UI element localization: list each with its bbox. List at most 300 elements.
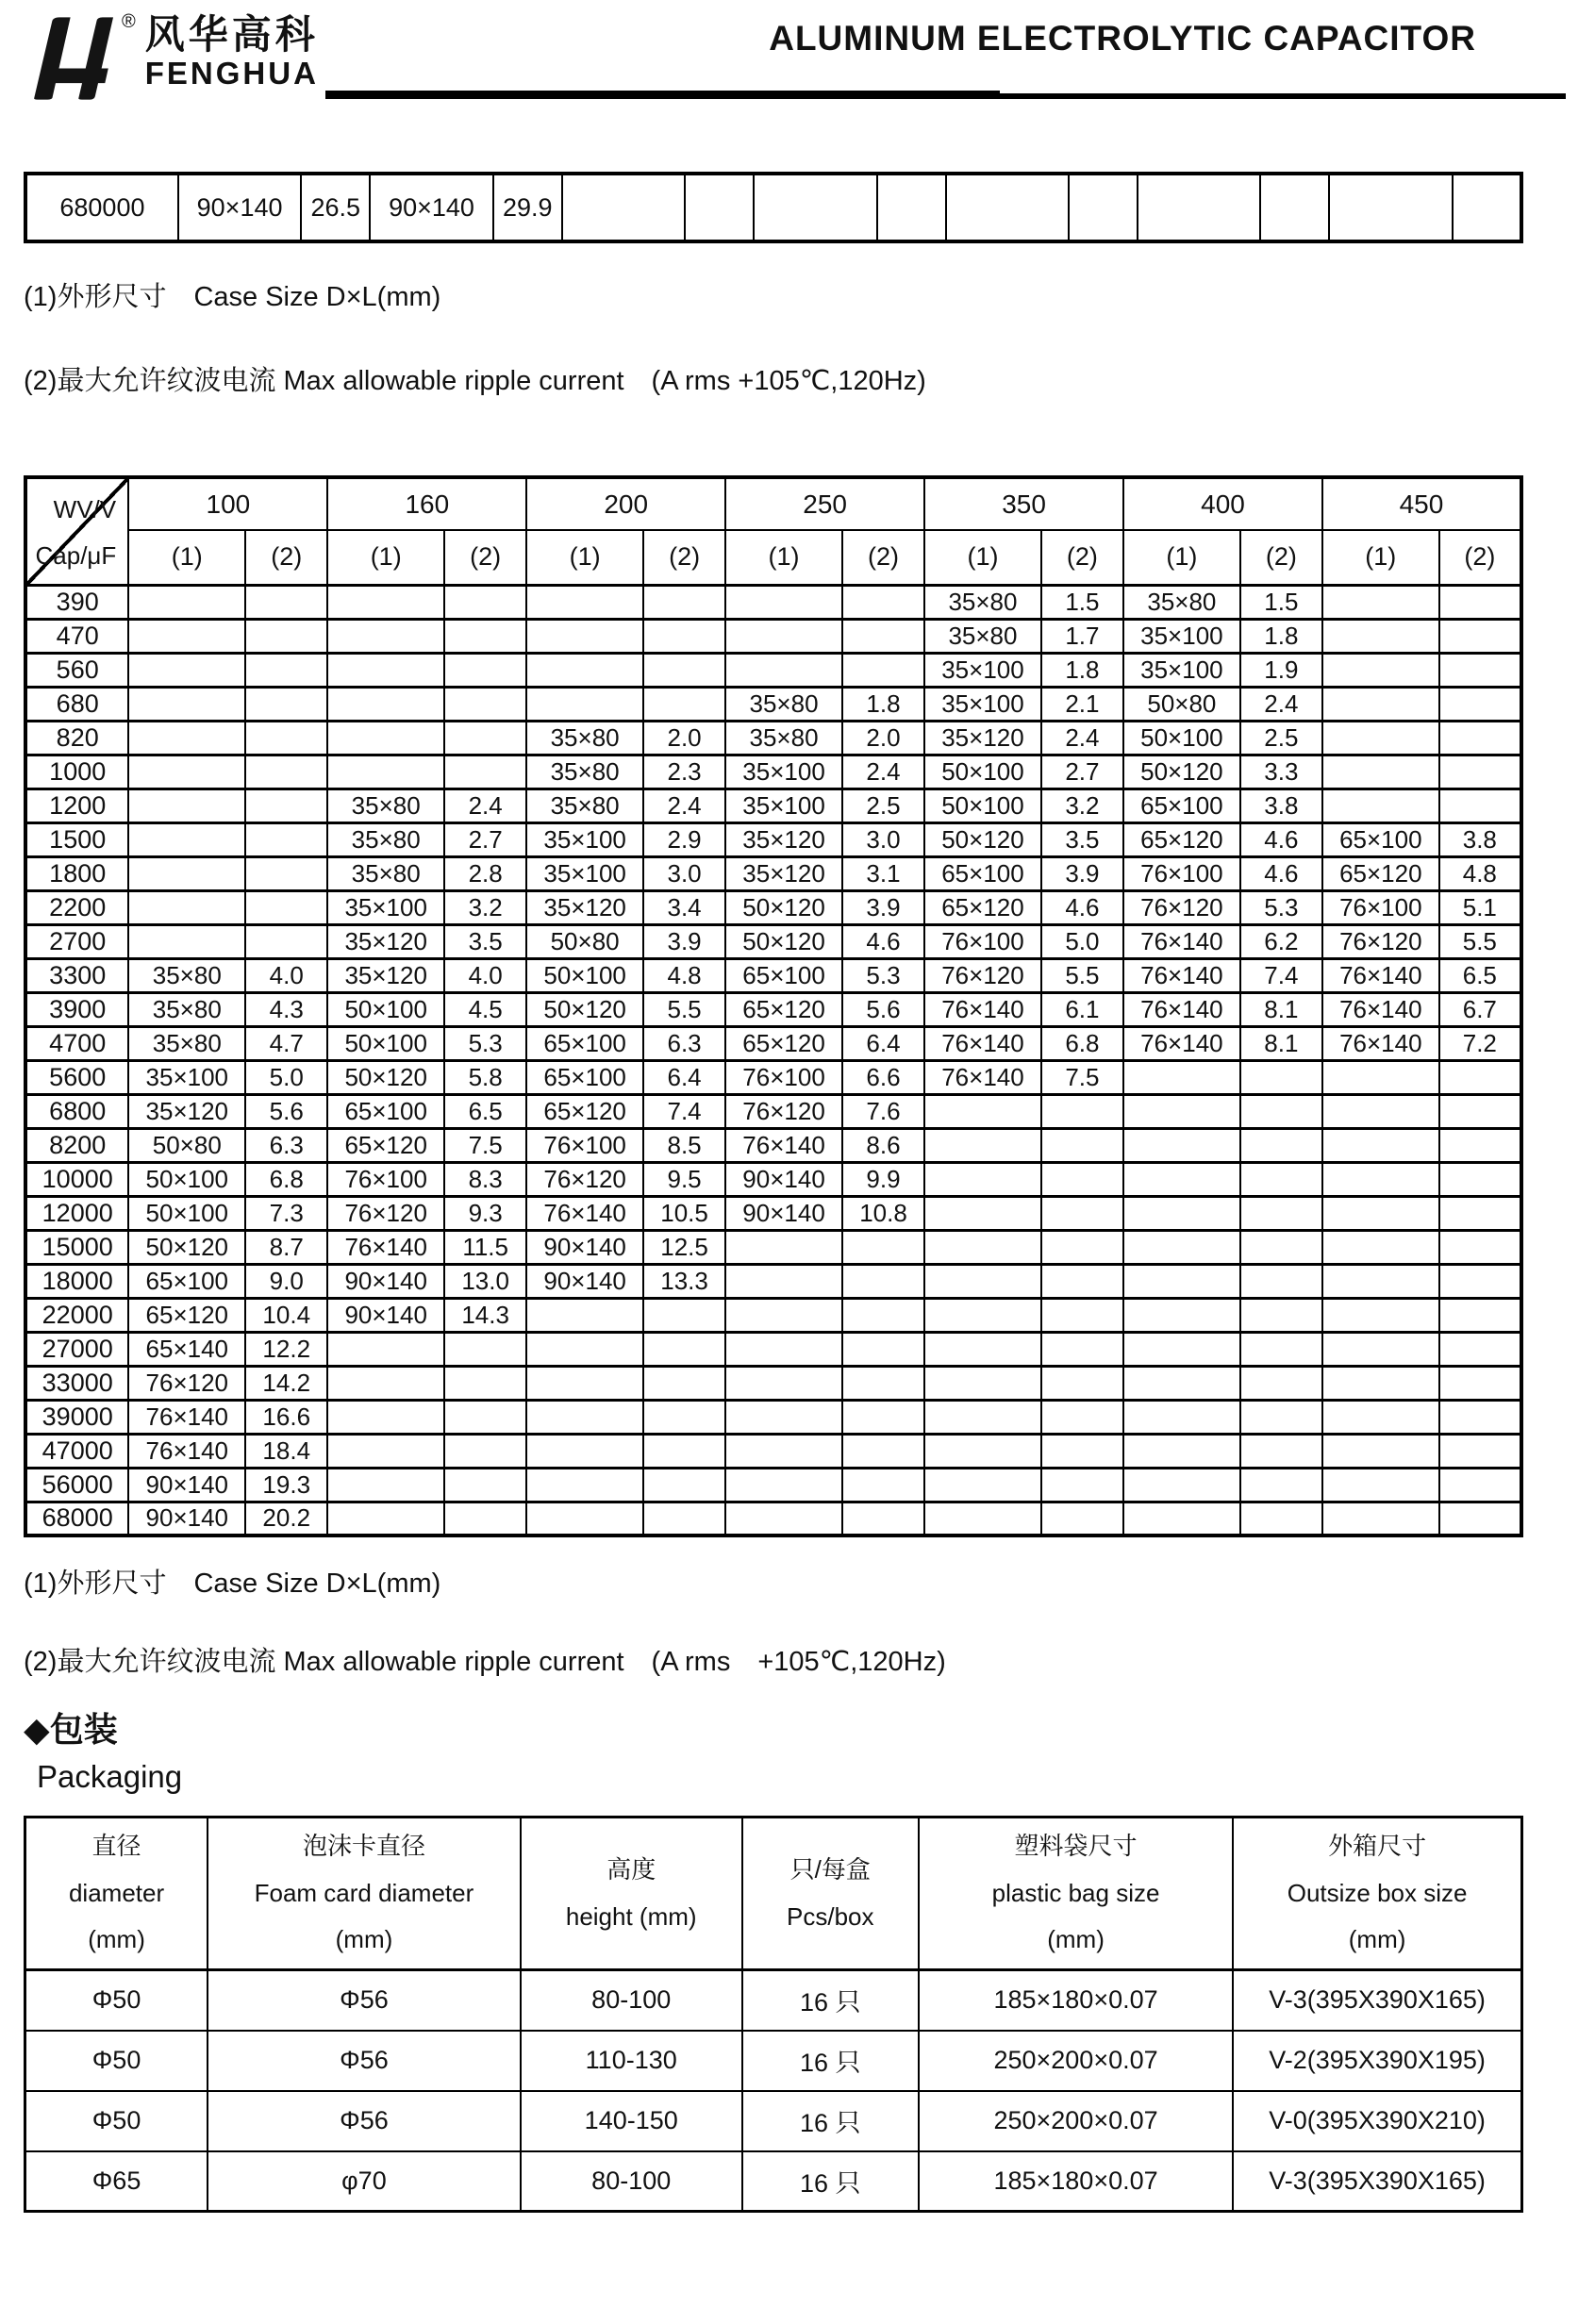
ripple-current-cell: 2.4: [643, 788, 725, 822]
ripple-current-cell: 3.4: [643, 890, 725, 924]
ripple-current-cell: 3.3: [1240, 755, 1322, 788]
ripple-current-cell: [1240, 1162, 1322, 1196]
ripple-current-cell: 5.5: [1041, 958, 1123, 992]
table-row: [25, 1468, 1521, 1502]
packaging-cell: 185×180×0.07: [919, 1970, 1233, 2031]
ripple-current-cell: [1041, 1502, 1123, 1536]
ripple-current-cell: [1240, 1468, 1322, 1502]
case-size-cell: 76×100: [1123, 856, 1240, 890]
case-size-cell: 35×100: [725, 755, 842, 788]
ripple-current-cell: [1240, 1332, 1322, 1366]
case-size-cell: 35×100: [924, 653, 1041, 687]
packaging-column-header: [208, 1818, 521, 1970]
case-size-cell: [1123, 1162, 1240, 1196]
case-size-cell: [1322, 619, 1439, 653]
brand-name-zh: 风华高科: [144, 12, 319, 57]
case-size-cell: [924, 1264, 1041, 1298]
case-size-cell: 35×80: [924, 619, 1041, 653]
case-size-cell: 35×80: [327, 788, 444, 822]
brand-name-en: FENGHUA: [144, 56, 319, 91]
ripple-current-cell: 9.3: [444, 1196, 526, 1230]
table-row: [25, 1128, 1521, 1162]
ripple-current-cell: [1439, 1230, 1521, 1264]
ripple-current-cell: 4.8: [1439, 856, 1521, 890]
table-row: [25, 721, 1521, 755]
packaging-cell: 250×200×0.07: [919, 2091, 1233, 2151]
ripple-current-cell: 4.3: [245, 992, 327, 1026]
case-size-cell: [924, 1434, 1041, 1468]
table-row: [25, 992, 1521, 1026]
ripple-current-cell: [643, 585, 725, 619]
table-row: [25, 1196, 1521, 1230]
case-size-cell: 50×80: [128, 1128, 245, 1162]
case-size-cell: [924, 1502, 1041, 1536]
case-size-cell: [327, 1434, 444, 1468]
ripple-current-cell: 8.7: [245, 1230, 327, 1264]
case-size-cell: 76×140: [526, 1196, 643, 1230]
ripple-current-cell: [245, 856, 327, 890]
voltage-group-header: 450: [1322, 477, 1521, 530]
ripple-current-cell: 8.1: [1240, 1026, 1322, 1060]
capacitance-cell: 2700: [25, 924, 128, 958]
case-size-cell: [725, 653, 842, 687]
packaging-cell: 110-130: [521, 2031, 742, 2091]
case-size-cell: 50×120: [526, 992, 643, 1026]
case-size-cell: [1123, 1196, 1240, 1230]
case-size-cell: [1123, 1128, 1240, 1162]
ripple-current-cell: 6.8: [245, 1162, 327, 1196]
case-size-cell: [924, 1400, 1041, 1434]
table-row: [25, 2151, 1522, 2212]
ripple-current-cell: [1240, 1230, 1322, 1264]
ripple-current-cell: 12.2: [245, 1332, 327, 1366]
ripple-current-cell: [1439, 585, 1521, 619]
ripple-current-cell: 6.7: [1439, 992, 1521, 1026]
note-ripple-current: (2)最大允许纹波电流 Max allowable ripple current (A rms +105℃,120Hz): [24, 366, 926, 396]
case-size-cell: 35×80: [128, 992, 245, 1026]
case-size-cell: 76×120: [526, 1162, 643, 1196]
ripple-current-cell: [643, 687, 725, 721]
case-size-cell: 76×140: [327, 1230, 444, 1264]
case-size-cell: [526, 619, 643, 653]
case-size-cell: 50×120: [1123, 755, 1240, 788]
case-size-cell: 76×120: [924, 958, 1041, 992]
case-size-cell: 50×100: [526, 958, 643, 992]
table-row: [25, 1332, 1521, 1366]
case-size-cell: [327, 1468, 444, 1502]
case-size-cell: [1123, 1400, 1240, 1434]
ripple-current-cell: 3.9: [1041, 856, 1123, 890]
case-size-cell: [526, 1332, 643, 1366]
ripple-current-cell: 5.6: [245, 1094, 327, 1128]
case-size-cell: 90×140: [327, 1298, 444, 1332]
capacitance-cell: 47000: [25, 1434, 128, 1468]
case-size-cell: [1322, 1400, 1439, 1434]
ripple-current-cell: 3.1: [842, 856, 924, 890]
packaging-section-title-zh: [24, 1703, 1523, 1751]
ripple-current-cell: [1041, 1264, 1123, 1298]
ripple-subheader: (2): [1439, 530, 1521, 585]
case-size-cell: 65×140: [128, 1332, 245, 1366]
ripple-current-cell: [842, 1468, 924, 1502]
ripple-current-cell: [1041, 1332, 1123, 1366]
table-row: [25, 1366, 1521, 1400]
table-row: [25, 1060, 1521, 1094]
ripple-current-cell: 6.8: [1041, 1026, 1123, 1060]
ripple-current-cell: [1439, 1400, 1521, 1434]
ripple-current-cell: [245, 788, 327, 822]
ripple-current-cell: 8.3: [444, 1162, 526, 1196]
table-row: [25, 687, 1521, 721]
case-size-cell: 50×120: [725, 924, 842, 958]
case-size-cell: [1322, 1230, 1439, 1264]
case-size-cell: [725, 1298, 842, 1332]
case-size-cell: [1322, 755, 1439, 788]
ripple-current-cell: [1240, 1060, 1322, 1094]
ripple-current-cell: [842, 1230, 924, 1264]
case-size-cell: [1123, 1264, 1240, 1298]
ripple-current-cell: [1439, 1366, 1521, 1400]
case-size-cell: [1123, 1094, 1240, 1128]
ripple-current-cell: 13.0: [444, 1264, 526, 1298]
case-size-cell: [1322, 1468, 1439, 1502]
table-row: [25, 174, 1521, 241]
case-size-cell: [924, 1094, 1041, 1128]
table-row: [25, 1400, 1521, 1434]
case-size-cell: [562, 174, 685, 241]
ripple-subheader: (2): [245, 530, 327, 585]
ripple-current-cell: [685, 174, 754, 241]
packaging-column-header: [25, 1818, 208, 1970]
ripple-current-cell: [1439, 1060, 1521, 1094]
ripple-current-cell: 10.4: [245, 1298, 327, 1332]
header-label-zh: 高度: [606, 1855, 656, 1884]
ripple-current-cell: [643, 1434, 725, 1468]
header-rule: [432, 93, 1566, 99]
ripple-current-cell: 4.6: [1041, 890, 1123, 924]
case-size-cell: 35×100: [526, 822, 643, 856]
capacitance-cell: 22000: [25, 1298, 128, 1332]
voltage-group-header: 400: [1123, 477, 1322, 530]
case-size-cell: 90×140: [128, 1468, 245, 1502]
ripple-current-cell: 18.4: [245, 1434, 327, 1468]
ripple-current-cell: [1453, 174, 1521, 241]
ripple-current-cell: 3.0: [842, 822, 924, 856]
header-label-zh: 塑料袋尺寸: [1014, 1832, 1138, 1861]
ripple-current-cell: [1240, 1298, 1322, 1332]
table-row: [25, 822, 1521, 856]
ripple-current-cell: 5.6: [842, 992, 924, 1026]
case-size-cell: [327, 585, 444, 619]
ripple-current-cell: [1439, 788, 1521, 822]
case-size-cell: 76×120: [1322, 924, 1439, 958]
ripple-current-cell: 9.5: [643, 1162, 725, 1196]
ripple-current-cell: [1240, 1502, 1322, 1536]
ripple-current-cell: [1041, 1298, 1123, 1332]
case-size-cell: 65×120: [1123, 822, 1240, 856]
table-row: [25, 1970, 1522, 2031]
case-size-cell: [924, 1332, 1041, 1366]
case-size-cell: [1123, 1298, 1240, 1332]
ripple-current-cell: [245, 924, 327, 958]
table-row: [25, 856, 1521, 890]
case-size-cell: [526, 1400, 643, 1434]
ripple-current-cell: [1439, 1196, 1521, 1230]
case-size-cell: [526, 1298, 643, 1332]
case-size-cell: [1322, 1128, 1439, 1162]
case-size-cell: [725, 1264, 842, 1298]
ripple-current-cell: 2.0: [643, 721, 725, 755]
case-size-cell: 50×100: [924, 788, 1041, 822]
ripple-subheader: (2): [643, 530, 725, 585]
ripple-current-cell: [245, 585, 327, 619]
ripple-current-cell: 5.8: [444, 1060, 526, 1094]
case-size-cell: 50×80: [526, 924, 643, 958]
case-size-cell: [1123, 1434, 1240, 1468]
case-size-cell: 76×120: [327, 1196, 444, 1230]
capacitance-cell: 8200: [25, 1128, 128, 1162]
case-size-cell: [1322, 653, 1439, 687]
case-size-subheader: (1): [1123, 530, 1240, 585]
case-size-cell: 76×140: [1123, 1026, 1240, 1060]
ripple-current-cell: [1439, 1094, 1521, 1128]
case-size-cell: 35×100: [1123, 619, 1240, 653]
capacitance-cell: 3900: [25, 992, 128, 1026]
case-size-cell: 35×80: [725, 721, 842, 755]
case-size-cell: [1322, 1298, 1439, 1332]
ripple-current-cell: [842, 1298, 924, 1332]
ripple-current-cell: 4.8: [643, 958, 725, 992]
ripple-current-cell: 2.5: [1240, 721, 1322, 755]
ripple-current-cell: 20.2: [245, 1502, 327, 1536]
packaging-cell: Φ65: [25, 2151, 208, 2212]
case-size-cell: 50×120: [725, 890, 842, 924]
ripple-current-cell: 6.3: [643, 1026, 725, 1060]
case-size-cell: 65×120: [924, 890, 1041, 924]
note-case-size: (1)外形尺寸 Case Size D×L(mm): [24, 282, 441, 312]
ripple-current-cell: 3.2: [1041, 788, 1123, 822]
case-size-cell: [924, 1468, 1041, 1502]
ripple-current-cell: 6.6: [842, 1060, 924, 1094]
ripple-current-cell: [1041, 1400, 1123, 1434]
ripple-current-cell: [643, 1468, 725, 1502]
ripple-current-cell: [842, 619, 924, 653]
case-size-cell: 76×120: [725, 1094, 842, 1128]
packaging-cell: Φ56: [208, 2091, 521, 2151]
ripple-current-cell: [1041, 1366, 1123, 1400]
ripple-current-cell: 7.4: [1240, 958, 1322, 992]
ripple-current-cell: 6.1: [1041, 992, 1123, 1026]
case-size-cell: 35×120: [526, 890, 643, 924]
case-size-cell: [725, 1366, 842, 1400]
case-size-cell: 76×140: [1322, 958, 1439, 992]
packaging-column-header: [1233, 1818, 1521, 1970]
case-size-cell: [1138, 174, 1260, 241]
case-size-cell: 90×140: [178, 174, 301, 241]
case-size-cell: [1322, 1196, 1439, 1230]
ripple-current-cell: 8.5: [643, 1128, 725, 1162]
case-size-cell: [327, 1400, 444, 1434]
case-size-cell: 50×120: [128, 1230, 245, 1264]
case-size-cell: [924, 1128, 1041, 1162]
case-size-cell: 65×100: [725, 958, 842, 992]
ripple-current-cell: 8.6: [842, 1128, 924, 1162]
case-size-cell: 76×120: [128, 1366, 245, 1400]
case-size-cell: 65×100: [1123, 788, 1240, 822]
ripple-current-cell: 14.2: [245, 1366, 327, 1400]
case-size-cell: 35×100: [327, 890, 444, 924]
ripple-current-cell: [444, 1434, 526, 1468]
capacitance-cell: 390: [25, 585, 128, 619]
table-row: [25, 1502, 1521, 1536]
case-size-cell: 76×140: [1123, 924, 1240, 958]
case-size-cell: 35×80: [128, 958, 245, 992]
case-size-cell: 65×120: [725, 992, 842, 1026]
ripple-current-cell: [444, 619, 526, 653]
ripple-current-cell: [444, 1400, 526, 1434]
packaging-cell: Φ56: [208, 2031, 521, 2091]
voltage-group-header: 250: [725, 477, 924, 530]
case-size-cell: 90×140: [526, 1264, 643, 1298]
packaging-header-row: [25, 1818, 1522, 1970]
case-size-cell: 35×80: [924, 585, 1041, 619]
case-size-cell: [327, 1366, 444, 1400]
ripple-current-cell: 1.8: [842, 687, 924, 721]
header-unit: (mm): [335, 1925, 393, 1954]
header-unit: (mm): [1348, 1925, 1406, 1954]
ripple-current-cell: [1041, 1128, 1123, 1162]
case-size-cell: [128, 755, 245, 788]
header-label-en: diameter: [68, 1878, 165, 1907]
ripple-current-cell: [1439, 1502, 1521, 1536]
ripple-current-cell: [842, 1264, 924, 1298]
ripple-current-cell: [444, 721, 526, 755]
ripple-current-cell: [1069, 174, 1138, 241]
table-row: [25, 1026, 1521, 1060]
ripple-current-cell: [245, 653, 327, 687]
ripple-current-cell: 1.7: [1041, 619, 1123, 653]
case-size-cell: [1322, 687, 1439, 721]
ripple-current-cell: 6.4: [842, 1026, 924, 1060]
table-row: [25, 619, 1521, 653]
subheader-row: [25, 530, 1521, 585]
ripple-subheader: (2): [444, 530, 526, 585]
case-size-cell: [1123, 1060, 1240, 1094]
case-size-subheader: (1): [128, 530, 245, 585]
capacitance-cell: 33000: [25, 1366, 128, 1400]
capacitance-cell: 470: [25, 619, 128, 653]
ripple-current-cell: [1240, 1094, 1322, 1128]
case-size-cell: [725, 1502, 842, 1536]
case-size-cell: 76×140: [1123, 992, 1240, 1026]
case-size-cell: [327, 653, 444, 687]
header-label-en: Foam card diameter: [254, 1878, 474, 1907]
case-size-cell: [128, 619, 245, 653]
ripple-current-cell: [643, 1298, 725, 1332]
diamond-bullet-icon: ◆: [24, 1710, 50, 1749]
case-size-cell: [1329, 174, 1452, 241]
ripple-current-cell: 5.0: [245, 1060, 327, 1094]
ripple-current-cell: 5.3: [444, 1026, 526, 1060]
ripple-current-cell: 7.3: [245, 1196, 327, 1230]
packaging-column-header: [919, 1818, 1233, 1970]
case-size-cell: 76×140: [725, 1128, 842, 1162]
ripple-current-cell: [1439, 1468, 1521, 1502]
ripple-current-cell: 2.1: [1041, 687, 1123, 721]
ripple-current-cell: 2.0: [842, 721, 924, 755]
table-row: [25, 1298, 1521, 1332]
ripple-current-cell: 1.8: [1240, 619, 1322, 653]
header-label-zh: 只/每盒: [789, 1855, 871, 1884]
table-row: [25, 755, 1521, 788]
case-size-cell: 65×100: [327, 1094, 444, 1128]
table-row: [25, 1434, 1521, 1468]
ripple-current-cell: 5.1: [1439, 890, 1521, 924]
ripple-current-cell: 6.5: [444, 1094, 526, 1128]
case-size-cell: [526, 687, 643, 721]
brand-text: [145, 13, 319, 91]
case-size-cell: [1322, 1094, 1439, 1128]
ripple-current-cell: [1439, 653, 1521, 687]
note-ripple-current: (2)最大允许纹波电流 Max allowable ripple current (A rms +105℃,120Hz): [24, 1647, 946, 1677]
ripple-current-cell: 5.5: [1439, 924, 1521, 958]
capacitance-cell: 15000: [25, 1230, 128, 1264]
case-size-cell: 35×80: [327, 856, 444, 890]
case-size-cell: [128, 856, 245, 890]
voltage-header-row: [25, 477, 1521, 530]
ripple-current-cell: 2.5: [842, 788, 924, 822]
packaging-section-title-en: Packaging: [37, 1759, 183, 1794]
ripple-current-cell: 3.5: [1041, 822, 1123, 856]
case-size-cell: [128, 585, 245, 619]
table-row: [25, 585, 1521, 619]
table-row: [25, 788, 1521, 822]
case-size-cell: 50×100: [327, 992, 444, 1026]
case-size-cell: 65×100: [924, 856, 1041, 890]
capacitance-cell: 27000: [25, 1332, 128, 1366]
ripple-current-cell: [1240, 1366, 1322, 1400]
case-size-cell: 76×140: [128, 1400, 245, 1434]
case-size-cell: [1322, 1332, 1439, 1366]
ripple-current-cell: 1.5: [1041, 585, 1123, 619]
ripple-current-cell: [444, 1332, 526, 1366]
header-label-zh: 外箱尺寸: [1328, 1832, 1427, 1861]
packaging-cell: 16 只: [742, 1970, 919, 2031]
case-size-cell: 76×120: [1123, 890, 1240, 924]
ripple-current-cell: 3.9: [842, 890, 924, 924]
ripple-current-cell: 7.6: [842, 1094, 924, 1128]
case-size-cell: [526, 1434, 643, 1468]
ripple-current-cell: 4.6: [1240, 822, 1322, 856]
case-size-cell: [128, 822, 245, 856]
case-size-cell: [1322, 721, 1439, 755]
packaging-table: [24, 1816, 1523, 2213]
case-size-cell: 76×140: [128, 1434, 245, 1468]
ripple-current-cell: 4.7: [245, 1026, 327, 1060]
ripple-current-cell: [1260, 174, 1329, 241]
table-row: [25, 2091, 1522, 2151]
case-size-cell: [754, 174, 876, 241]
case-size-cell: [526, 1366, 643, 1400]
case-size-cell: [327, 721, 444, 755]
case-size-cell: [725, 1468, 842, 1502]
ripple-current-cell: 10.5: [643, 1196, 725, 1230]
case-size-cell: [725, 1400, 842, 1434]
ripple-current-cell: [1041, 1434, 1123, 1468]
table-row: [25, 890, 1521, 924]
ripple-current-cell: [842, 1400, 924, 1434]
ripple-current-cell: [1240, 1128, 1322, 1162]
